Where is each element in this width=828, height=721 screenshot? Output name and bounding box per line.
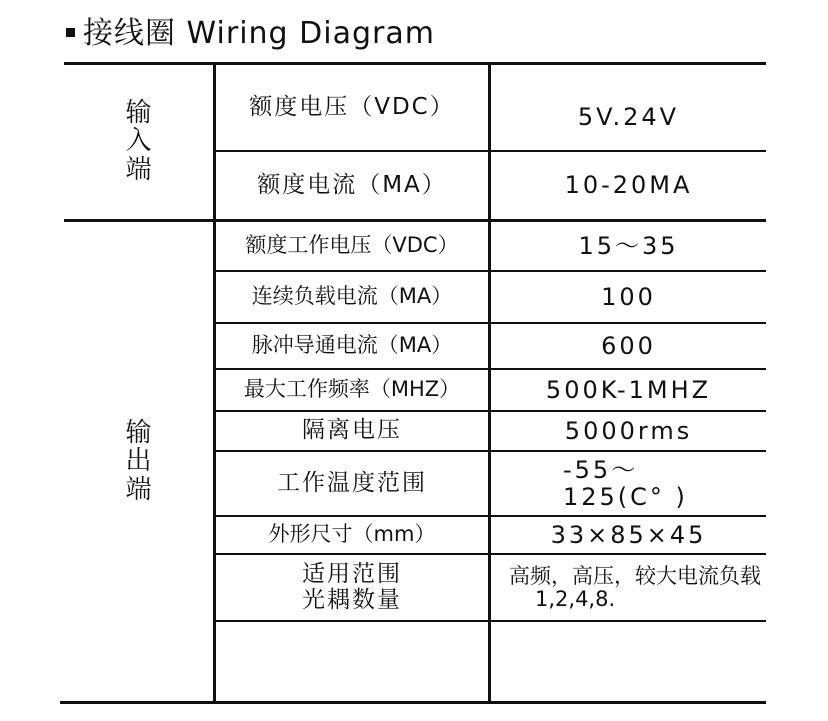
table-bottom-rule: [60, 701, 766, 704]
input-row-value: 10-20MA: [564, 171, 693, 200]
output-row-label: 脉冲导通电流（MA）: [251, 333, 453, 358]
label-line: 光耦数量: [302, 586, 402, 613]
output-row-label: 外形尺寸（mm）: [268, 522, 436, 547]
value-line: 1,2,4,8.: [535, 586, 616, 611]
group-label-char: 输: [125, 417, 152, 448]
output-row-label: 隔离电压: [302, 417, 402, 444]
output-row-value: 33×85×45: [550, 520, 707, 549]
output-row-label: [216, 555, 488, 620]
group-label-char: 入: [125, 126, 152, 157]
output-row-value: 15～35: [578, 231, 679, 260]
group-label-char: 端: [125, 154, 152, 185]
output-row-value-empty: [491, 622, 766, 701]
spec-table: [64, 0, 766, 721]
page-title: 接线圈 Wiring Diagram: [83, 16, 435, 51]
group-label-char: 端: [125, 474, 152, 505]
output-row-value: 100: [601, 282, 656, 311]
value-line: 高频，高压，较大电流负载: [509, 564, 761, 589]
output-row-value: 500K-1MHZ: [545, 375, 712, 404]
output-row-label: 最大工作频率（MHZ）: [243, 377, 461, 402]
input-group-label: [64, 64, 213, 219]
value-line: -55～: [563, 456, 639, 485]
output-group-label: [64, 222, 213, 701]
output-row-value: [491, 555, 766, 620]
group-label-char: 输: [125, 97, 152, 128]
output-row-value: [491, 452, 766, 515]
value-line: 125(C° ): [563, 482, 688, 511]
output-row-label: 额度工作电压（VDC）: [245, 233, 459, 258]
output-row-label: 连续负载电流（MA）: [251, 284, 453, 309]
output-row-value: 600: [601, 331, 656, 360]
output-row-label-empty: [216, 622, 488, 701]
output-row-value: 5000rms: [564, 416, 693, 445]
input-row-label: 额度电压（VDC）: [249, 93, 455, 120]
group-label-char: 出: [125, 446, 152, 477]
input-row-label: 额度电流（MA）: [257, 171, 447, 198]
output-row-label: 工作温度范围: [277, 469, 427, 496]
label-line: 适用范围: [302, 561, 402, 588]
input-row-value: 5V.24V: [577, 103, 680, 132]
